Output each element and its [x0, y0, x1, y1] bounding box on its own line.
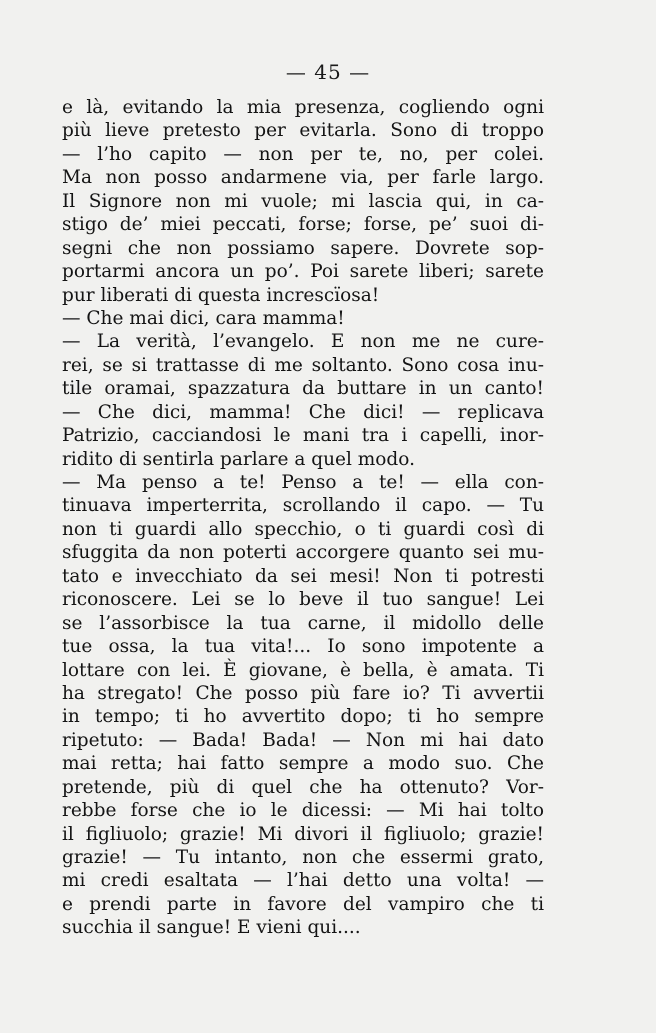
- text-line: se l’assorbisce la tua carne, il midollo delle: [62, 612, 544, 634]
- text-line: ha stregato! Che posso più fare io? Ti avvertii: [62, 682, 544, 704]
- text-line: Ma non posso andarmene via, per farle largo.: [62, 167, 544, 189]
- text-line: tile oramai, spazzatura da buttare in un canto!: [62, 378, 544, 400]
- text-line: rebbe forse che io le dicessi: — Mi hai tolto: [62, 800, 544, 822]
- text-line: — Che dici, mamma! Che dici! — replicava: [62, 401, 544, 423]
- text-line: pur liberati di questa increscïosa!: [62, 284, 380, 306]
- text-line: mai retta; hai fatto sempre a modo suo. Che: [62, 753, 544, 775]
- text-line: rei, se si trattasse di me soltanto. Sono cosa inu-: [62, 354, 544, 376]
- text-line: Il Signore non mi vuole; mi lascia qui, in ca-: [62, 190, 544, 212]
- text-line: — l’ho capito — non per te, no, per colei.: [62, 143, 544, 165]
- text-line: grazie! — Tu intanto, non che essermi grato,: [62, 847, 544, 868]
- text-line: segni che non possiamo sapere. Dovrete sop-: [62, 237, 544, 259]
- text-line: e là, evitando la mia presenza, cogliendo ogni: [62, 97, 544, 118]
- text-line: ripetuto: — Bada! Bada! — Non mi hai dato: [62, 729, 544, 751]
- text-line: stigo de’ miei peccati, forse; forse, pe’ suoi di-: [62, 214, 544, 236]
- text-line: Patrizio, cacciandosi le mani tra i capelli, inor-: [62, 425, 544, 447]
- text-line: pretende, più di quel che ha ottenuto? Vor-: [62, 776, 544, 798]
- text-line: tato e invecchiato da sei mesi! Non ti potresti: [62, 565, 544, 587]
- text-line: riconoscere. Lei se lo beve il tuo sangue! Lei: [62, 589, 544, 611]
- text-line: — Ma penso a te! Penso a te! — ella con-: [62, 472, 544, 493]
- text-line: in tempo; ti ho avvertito dopo; ti ho sempre: [62, 706, 544, 728]
- text-line: sfuggita da non poterti accorgere quanto sei mu-: [62, 542, 544, 564]
- text-line: non ti guardi allo specchio, o ti guardi così di: [62, 518, 544, 540]
- text-line: e prendi parte in favore del vampiro che ti: [62, 893, 544, 915]
- text-line: lottare con lei. È giovane, è bella, è amata. Ti: [62, 659, 544, 681]
- text-line: succhia il sangue! E vieni qui....: [62, 917, 361, 939]
- text-line: tue ossa, la tua vita!... Io sono impotente a: [62, 636, 544, 658]
- text-line: — Che mai dici, cara mamma!: [62, 307, 345, 329]
- text-line: il figliuolo; grazie! Mi divori il figliuolo; grazie!: [62, 823, 544, 845]
- text-line: ridito di sentirla parlare a quel modo.: [62, 448, 415, 470]
- text-line: più lieve pretesto per evitarla. Sono di troppo: [62, 120, 544, 142]
- page-text: [62, 96, 544, 940]
- text-line: — La verità, l’evangelo. E non me ne cure-: [62, 331, 544, 353]
- text-line: portarmi ancora un po’. Poi sarete liberi; sarete: [62, 261, 544, 283]
- text-line: mi credi esaltata — l’hai detto una volta! —: [62, 870, 544, 892]
- page-number: — 45 —: [285, 60, 371, 84]
- text-line: tinuava imperterrita, scrollando il capo. — Tu: [62, 495, 544, 517]
